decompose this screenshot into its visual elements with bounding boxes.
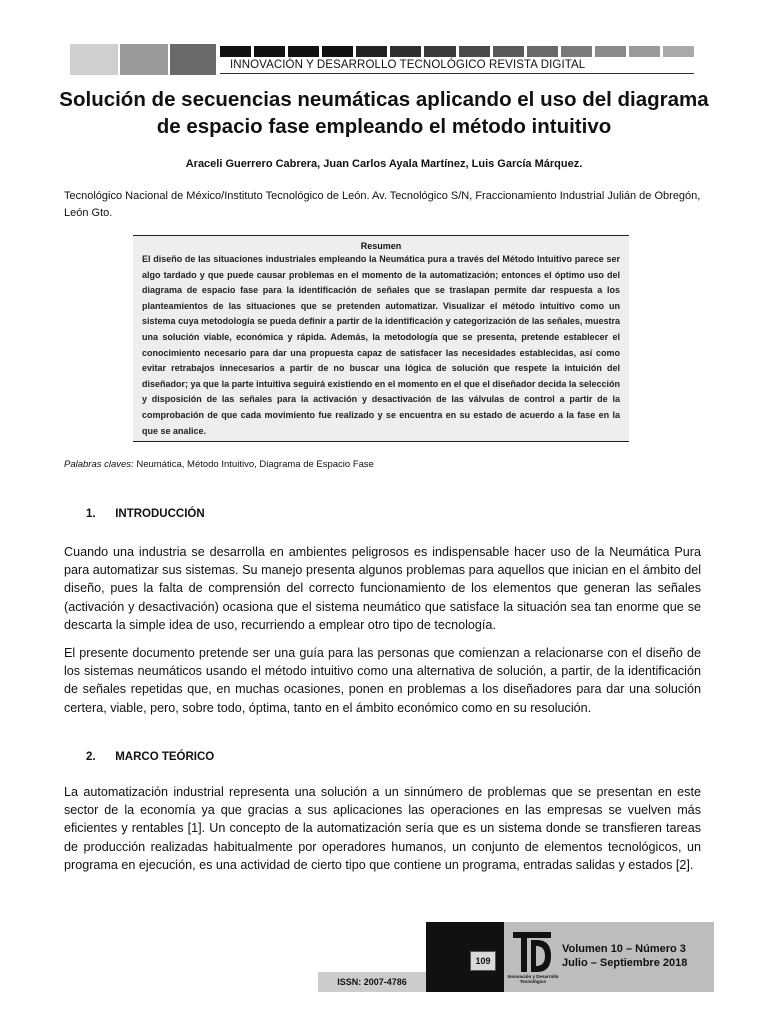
section-title: INTRODUCCIÓN [115, 508, 205, 520]
paragraph: Cuando una industria se desarrolla en ambientes peligrosos es indispensable hacer uso de la Neumática Pura para automatizar sus sistemas. Su manejo presenta algunos problemas para aquellos que inician en el ámbito del diseño, pues la falta de comprensión del correcto funcionamiento de los elementos que generan las señales (activación y desactivación) ocasiona que el sistema neumático que satisface la situación sea tan enorme que se descarta la simple idea de uso, recurriendo a emplear otro tipo de tecnología. [64, 545, 701, 632]
issue-date: Julio – Septiembre 2018 [562, 957, 688, 969]
strip-segment [322, 46, 353, 57]
abstract-box [133, 235, 629, 442]
paragraph: El presente documento pretende ser una guía para las personas que comienzan a relacionarse con el diseño de los sistemas neumáticos usando el método intuitivo como una alternativa de solución, a partir, de la identificación de señales repetidas que, en muchas ocasiones, ponen en problemas a los diseñadores para dar una solución certera, viable, pero, sobre todo, óptima, tanto en el ámbito económico como en su resolución. [64, 646, 701, 715]
header-block-dark [170, 44, 216, 75]
authors: Araceli Guerrero Cabrera, Juan Carlos Ayala Martínez, Luis García Márquez. [185, 158, 583, 170]
page-number: 109 [470, 951, 496, 971]
issn-label: ISSN: 2007-4786 [318, 972, 426, 992]
strip-segment [424, 46, 455, 57]
strip-segment [390, 46, 421, 57]
header-block-mid [120, 44, 168, 75]
strip-segment [561, 46, 592, 57]
section-heading-marco [86, 751, 214, 763]
keywords [64, 459, 374, 470]
strip-segment [527, 46, 558, 57]
strip-segment [493, 46, 524, 57]
header-color-strip [220, 46, 694, 57]
abstract-heading: Resumen [360, 241, 402, 251]
title-line-2: de espacio fase empleando el método intuitivo [156, 115, 612, 138]
strip-segment [288, 46, 319, 57]
volume-number: Volumen 10 – Número 3 [562, 943, 686, 955]
affiliation: Tecnológico Nacional de México/Instituto Tecnológico de León. Av. Tecnológico S/N, Fraccionamiento Industrial Julián de Obregón, León Gto. [64, 190, 701, 219]
paper-title [40, 86, 728, 140]
strip-segment [356, 46, 387, 57]
strip-segment [220, 46, 251, 57]
header-rule [220, 73, 694, 74]
section-heading-intro [86, 508, 205, 520]
journal-name: INNOVACIÓN Y DESARROLLO TECNOLÓGICO REVISTA DIGITAL [230, 59, 586, 71]
strip-segment [629, 46, 660, 57]
volume-info [562, 942, 687, 970]
strip-segment [663, 46, 694, 57]
strip-segment [459, 46, 490, 57]
paragraph: La automatización industrial representa una solución a un sinnúmero de problemas que se presentan en este sector de la economía ya que gracias a sus aplicaciones las operaciones en las empresas se vuelven más eficientes y rentables [1]. Un concepto de la automatización sería que es un sistema donde se transfieren tareas de producción realizadas habitualmente por operadores humanos, un conjunto de elementos tecnológicos, un programa en ejecución, es una actividad de cierto tipo que contiene un programa, entradas salidas y estados [2]. [64, 785, 701, 872]
title-line-1: Solución de secuencias neumáticas aplicando el uso del diagrama [59, 88, 709, 111]
header-block-light [70, 44, 118, 75]
logo-caption: Innovación y Desarrollo Tecnológico [507, 974, 559, 984]
strip-segment [595, 46, 626, 57]
keywords-label: Palabras claves: [64, 459, 134, 470]
section-number: 1. [86, 508, 96, 520]
section-number: 2. [86, 751, 96, 763]
section-title: MARCO TEÓRICO [115, 751, 215, 763]
strip-segment [254, 46, 285, 57]
abstract-text: El diseño de las situaciones industriales empleando la Neumática pura a través del Método Intuitivo parece ser algo tardado y que puede causar problemas en el momento de la automatización; entonces el óptimo uso del diagrama de espacio fase para la identificación de señales que se traslapan permite dar respuesta a los planteamientos de las situaciones que se pretenden automatizar. Visualizar el método intuitivo como un sistema cuya metodología se pueda definir a partir de la identificación y categorización de las señales, muestra una solución viable, económica y rápida. Además, la metodología que se presenta, pretende establecer el conocimiento necesario para dar una propuesta capaz de satisfacer las necesidades establecidas, así como evitar retrabajos innecesarios a partir de no buscar una lógica de solución que respete la intuición del diseñador; ya que la parte intuitiva seguirá existiendo en el momento en el que el diseñador decida la selección y disposición de las señales para la activación y desactivación de las válvulas de control a partir de la comprobación de que cada movimiento fue realizado y se encuentra en su estado de acuerdo a la fase en la que se analice. [142, 254, 620, 436]
keywords-text: Neumática, Método Intuitivo, Diagrama de Espacio Fase [136, 459, 374, 470]
